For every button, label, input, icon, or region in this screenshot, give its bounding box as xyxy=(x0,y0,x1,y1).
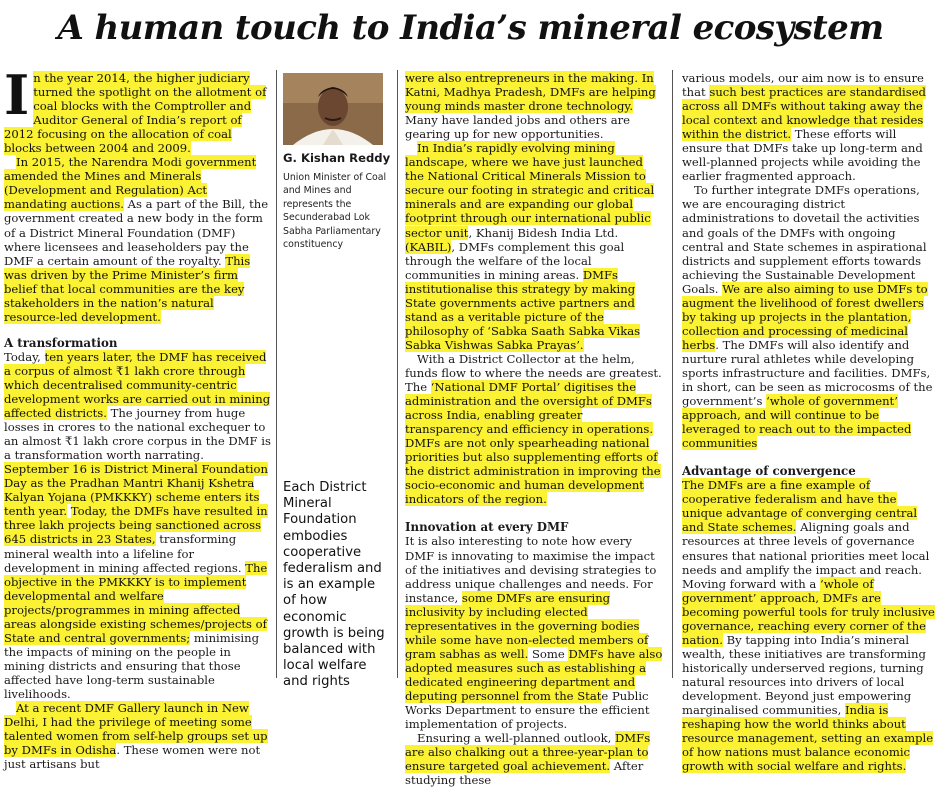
highlighted-text: ten years later, the DMF has received a corpus of almost ₹1 lakh crore through which decentralised community-centric development works are carried out in mining affected districts. xyxy=(4,349,271,421)
paragraph xyxy=(682,183,937,450)
body-text: Today, xyxy=(4,349,45,364)
paragraph xyxy=(682,71,937,183)
body-text: Many have landed jobs and others are gearing up for new opportunities. xyxy=(405,113,631,142)
highlighted-text: We are also aiming to use DMFs to augment the livelihood of forest dwellers by taking up projects in the plantation, collection and processing of medicinal herbs xyxy=(682,281,928,352)
article-column-3 xyxy=(405,71,663,787)
author-portrait-image xyxy=(283,73,383,145)
body-text: After studying these xyxy=(405,759,644,787)
body-text: Ensuring a well-planned outlook, xyxy=(417,731,615,746)
highlighted-text: ‘National DMF Portal’ digitises the administration and the oversight of DMFs across India, enabling greater transparency and efficiency in operations. DMFs are not only spearheading national priorities but also supplementing efforts of the district administration in improving the socio-economic and human development indicators of the region. xyxy=(405,380,661,507)
paragraph xyxy=(682,478,937,773)
highlighted-text: ‘whole of government’ approach, DMFs are becoming powerful tools for truly inclusive governance, reaching every corner of the nation. xyxy=(682,576,935,647)
body-text: . The DMFs will also identify and nurture rural athletes while developing sports infrastructure and facilities. DMFs, in short, can be seen as microcosms of the government’s xyxy=(682,337,933,409)
highlighted-text: ‘whole of government’ approach, and will continue to be leveraged to reach out to the impacted communities xyxy=(682,394,912,451)
column-rule xyxy=(276,70,277,678)
body-text: By tapping into India’s mineral wealth, these initiatives are transforming historically underserved regions, turning natural resources into drivers of local development. Beyond just empowering marginalised communities, xyxy=(682,632,926,718)
paragraph xyxy=(4,701,272,771)
paragraph xyxy=(4,350,272,701)
body-text: various models, our aim now is to ensure that xyxy=(682,71,924,100)
pull-quote: Each District Mineral Foundation embodies cooperative federalism and is an example of how economic growth is being balanced with local welfare and rights xyxy=(283,480,385,690)
body-text: The journey from huge losses in crores to the national exchequer to an almost ₹1 lakh crore corpus in the DMF is a transformation worth narrating. xyxy=(4,406,271,463)
highlighted-text: September 16 is District Mineral Foundation Day as the Pradhan Mantri Khanij Kshetra Kalyan Yojana (PMKKKY) scheme enters its tenth year. xyxy=(4,462,268,519)
author-box xyxy=(283,71,391,251)
body-text: minimising the impacts of mining on the people in mining districts and ensuring that those affected have long-term sustainable livelihoods. xyxy=(4,630,260,701)
highlighted-text: The DMFs are a fine example of cooperative federalism and have the unique advantage of converging central and State schemes. xyxy=(682,478,918,535)
paragraph xyxy=(405,352,663,507)
body-text: , Khanij Bidesh India Ltd. xyxy=(468,225,619,240)
column-rule xyxy=(397,70,398,678)
body-text: With a District Collector at the helm, funds flow to where the needs are greatest. The xyxy=(405,351,662,395)
highlighted-text: The objective in the PMKKKY is to implement developmental and welfare projects/programmes in mining affected areas alongside existing schemes/projects of State and central governments; xyxy=(4,560,268,645)
highlighted-text: such best practices are standardised across all DMFs without taking away the local context and knowledge that resides within the district. xyxy=(682,85,926,142)
column-rule xyxy=(672,70,673,678)
highlighted-text: n the year 2014, the higher judiciary turned the spotlight on the allotment of coal blocks with the Comptroller and Auditor General of India’s report of 2012 focusing on the allocation of coal blocks between 2004 and 2009. xyxy=(4,71,267,156)
highlighted-text: were also entrepreneurs in the making. In Katni, Madhya Pradesh, DMFs are helping young minds master drone technology. xyxy=(405,71,656,114)
highlighted-text: This was driven by the Prime Minister’s firm belief that local communities are the key stakeholders in the nation’s natural resource-led development. xyxy=(4,253,251,324)
paragraph xyxy=(405,534,663,731)
article-column-4 xyxy=(682,71,937,773)
body-text: Aligning goals and resources at three levels of governance ensures that national priorities meet local needs and amplify the impact and reach. Moving forward with a xyxy=(682,520,930,591)
highlighted-text: some DMFs are ensuring inclusivity by including elected representatives in the governing bodies while some have non-elected members of gram sabhas as well. xyxy=(405,590,649,661)
section-heading: Advantage of convergence xyxy=(682,464,856,479)
body-text: Some xyxy=(528,646,569,661)
highlighted-text: DMFs have also adopted measures such as establishing a dedicated engineering department and deputing personnel from the Stat xyxy=(405,646,663,703)
body-text: To further integrate DMFs operations, we are encouraging district administrations to dovetail the activities and goals of the DMFs with ongoing central and State schemes in aspirational districts and supplement efforts towards achieving the Sustainable Development Goals. xyxy=(682,183,927,296)
body-text: transforming mineral wealth into a lifeline for development in mining affected regions. xyxy=(4,532,246,575)
body-text: It is also interesting to note how every DMF is innovating to maximise the impact of the initiatives and devising strategies to address unique challenges and needs. For instance, xyxy=(405,534,657,605)
headline: A human touch to India’s mineral ecosystem xyxy=(57,8,884,48)
paragraph xyxy=(405,141,663,352)
body-text: . These women were not just artisans but xyxy=(4,743,261,772)
body-text: As a part of the Bill, the government created a new body in the form of a District Mineral Foundation (DMF) where licensees and leaseholders pay the DMF a certain amount of the royalty. xyxy=(4,197,269,268)
highlighted-text: Today, the DMFs have resulted in three lakh projects being sanctioned across 645 districts in 23 States, xyxy=(4,504,268,547)
section-heading: Innovation at every DMF xyxy=(405,520,569,535)
highlighted-text: DMFs institutionalise this strategy by making State governments active partners and stand as a veritable picture of the philosophy of ‘Sabka Saath Sabka Vikas Sabka Vishwas Sabka Prayas’. xyxy=(405,267,641,352)
body-text: , DMFs complement this goal through the welfare of the local communities in mining areas. xyxy=(405,239,625,282)
highlighted-text: At a recent DMF Gallery launch in New Delhi, I had the privilege of meeting some talented women from self-help groups set up by DMFs in Odisha xyxy=(4,701,268,758)
highlighted-text: DMFs are also chalking out a three-year-plan to ensure targeted goal achievement. xyxy=(405,731,651,774)
article-column-1 xyxy=(4,63,272,772)
paragraph xyxy=(405,71,663,141)
highlighted-text: In 2015, the Narendra Modi government amended the Mines and Minerals (Development and Regulation) Act mandating auctions. xyxy=(4,155,257,212)
author-photo xyxy=(283,73,383,145)
highlighted-text: India is reshaping how the world thinks about resource management, setting an example of how nations must balance economic growth with social welfare and rights. xyxy=(682,703,934,774)
paragraph xyxy=(405,731,663,787)
paragraph xyxy=(4,155,272,324)
body-text: e Public Works Department to ensure the efficient implementation of projects. xyxy=(405,688,650,732)
author-name: G. Kishan Reddy xyxy=(283,151,391,165)
body-text: These efforts will ensure that DMFs take up long-term and well-planned projects while avoiding the earlier fragmented approach. xyxy=(682,127,923,184)
highlighted-text: (KABIL) xyxy=(405,239,452,254)
paragraph xyxy=(4,63,272,156)
section-heading: A transformation xyxy=(4,335,118,350)
highlighted-text: In India’s rapidly evolving mining landscape, where we have just launched the National Critical Minerals Mission to secure our footing in strategic and critical minerals and are expanding our global footprint through our international public sector unit xyxy=(405,141,655,240)
author-bio: Union Minister of Coal and Mines and represents the Secunderabad Lok Sabha Parliamentary constituency xyxy=(283,172,387,251)
drop-cap: I xyxy=(4,63,30,127)
